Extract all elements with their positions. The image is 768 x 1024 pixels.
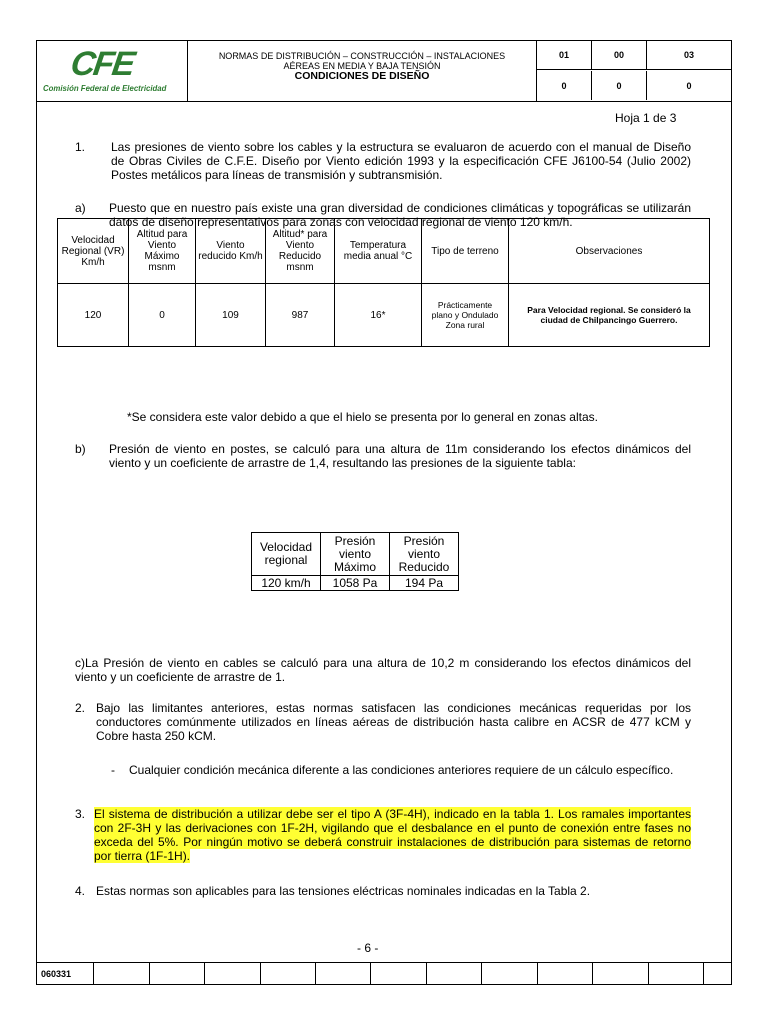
cell-terreno: Prácticamente plano y Ondulado Zona rural (422, 284, 509, 347)
cell-viento-reducido: 109 (196, 284, 266, 347)
code-top-2: 00 (592, 41, 647, 70)
wind-pressure-table (251, 532, 459, 591)
footer-cell (205, 963, 261, 985)
footer-row (37, 962, 731, 985)
th-temperatura: Temperatura media anual °C (335, 219, 422, 284)
cell-velocidad: 120 (58, 284, 129, 347)
cell-velocidad-regional: 120 km/h (252, 576, 321, 591)
p2-bullet-text: Cualquier condición mecánica diferente a las condiciones anteriores requiere de un cálculo específico. (129, 763, 674, 777)
header-title-line3: CONDICIONES DE DISEÑO (294, 70, 430, 82)
th-velocidad: Velocidad Regional (VR) Km/h (58, 219, 129, 284)
p4-text: Estas normas son aplicables para las tensiones eléctricas nominales indicadas en la Tabla 2. (96, 884, 591, 898)
footer-code: 060331 (37, 963, 94, 985)
page-number: - 6 - (357, 941, 379, 955)
cell-altitud-reducido: 987 (266, 284, 335, 347)
th-altitud-max: Altitud para Viento Máximo msnm (129, 219, 196, 284)
header-title (188, 41, 537, 101)
p4-number: 4. (75, 884, 86, 898)
header-codes (537, 41, 731, 101)
document-page (36, 40, 732, 985)
pc-text (75, 656, 691, 684)
cfe-logo (37, 41, 188, 101)
sheet-number: Hoja 1 de 3 (615, 111, 677, 125)
cell-altitud-max: 0 (129, 284, 196, 347)
p3-text (94, 807, 691, 863)
p1-number: 1. (75, 140, 86, 154)
table-row (252, 576, 459, 591)
pa-text: Puesto que en nuestro país existe una gran diversidad de condiciones climáticas y topográficas se utilizarán datos de diseño representativos para zonas con velocidad regional de viento 120 km/h. (109, 201, 691, 229)
cell-temperatura: 16* (335, 284, 422, 347)
th-terreno: Tipo de terreno (422, 219, 509, 284)
header-title-line2: AÉREAS EN MEDIA Y BAJA TENSIÓN (283, 61, 441, 71)
th-viento-reducido: Viento reducido Km/h (196, 219, 266, 284)
pb-label: b) (75, 442, 86, 456)
p2-bullet-dash: - (111, 763, 115, 777)
th-observaciones: Observaciones (509, 219, 710, 284)
pa-label: a) (75, 201, 86, 215)
th-altitud-reducido: Altitud* para Viento Reducido msnm (266, 219, 335, 284)
cell-presion-max: 1058 Pa (321, 576, 390, 591)
footer-cell (649, 963, 704, 985)
header-title-line1: NORMAS DE DISTRIBUCIÓN – CONSTRUCCIÓN – INSTALACIONES (218, 51, 506, 61)
footer-cell (593, 963, 649, 985)
footer-cell (94, 963, 150, 985)
code-bottom-2: 0 (592, 71, 647, 100)
p2-text: Bajo las limitantes anteriores, estas normas satisfacen las condiciones mecánicas requeridas por los conductores comúnmente utilizados en líneas aéreas de distribución hasta calibre en ACSR de 477 kCM y Cobre hasta 250 kCM. (96, 701, 691, 743)
footer-cell (261, 963, 316, 985)
table-header-row (58, 219, 710, 284)
footer-cell (150, 963, 205, 985)
code-bottom-1: 0 (537, 71, 592, 100)
p3-highlighted-text: El sistema de distribución a utilizar debe ser el tipo A (3F-4H), indicado en la tabla 1. Los ramales importantes con 2F-3H y las derivaciones con 1F-2H, vigilando que el desbalance en el punto de conexión entre fases no exceda del 5%. Por ningún motivo se deberá construir instalaciones de distribución para sistemas de retorno por tierra (1F-1H). (94, 807, 691, 863)
footer-cell (316, 963, 371, 985)
table-footnote: *Se considera este valor debido a que el hielo se presenta por lo general en zonas altas. (127, 410, 598, 424)
code-top-3: 03 (647, 41, 731, 70)
cell-observaciones: Para Velocidad regional. Se consideró la ciudad de Chilpancingo Guerrero. (509, 284, 710, 347)
pc-text-content: c)La Presión de viento en cables se calculó para una altura de 10,2 m considerando los efectos dinámicos del viento y un coeficiente de arrastre de 1. (75, 656, 691, 684)
footer-cell (482, 963, 538, 985)
document-header (37, 41, 731, 102)
code-bottom-3: 0 (686, 80, 692, 91)
th-presion-reducido: Presión viento Reducido (390, 533, 459, 576)
footer-cell (538, 963, 593, 985)
logo-text: CFE (68, 45, 136, 83)
design-conditions-table (57, 218, 710, 347)
th-presion-max: Presión viento Máximo (321, 533, 390, 576)
table-row (58, 284, 710, 347)
cell-presion-reducido: 194 Pa (390, 576, 459, 591)
footer-cell (371, 963, 427, 985)
code-top-1: 01 (537, 41, 592, 70)
p3-number: 3. (75, 807, 86, 821)
p2-number: 2. (75, 701, 86, 715)
table-header-row (252, 533, 459, 576)
pb-text: Presión de viento en postes, se calculó para una altura de 11m considerando los efectos dinámicos del viento y un coeficiente de arrastre de 1,4, resultando las presiones de la siguiente tabla: (109, 442, 691, 470)
logo-subtitle: Comisión Federal de Electricidad (43, 83, 167, 93)
footer-cell (427, 963, 482, 985)
p1-text: Las presiones de viento sobre los cables y la estructura se evaluaron de acuerdo con el manual de Diseño de Obras Civiles de C.F.E. Diseño por Viento edición 1993 y la especificación CFE J6100-54 (Julio 2002) Postes metálicos para líneas de transmisión y subtransmisión. (111, 140, 691, 182)
th-velocidad-regional: Velocidad regional (252, 533, 321, 576)
